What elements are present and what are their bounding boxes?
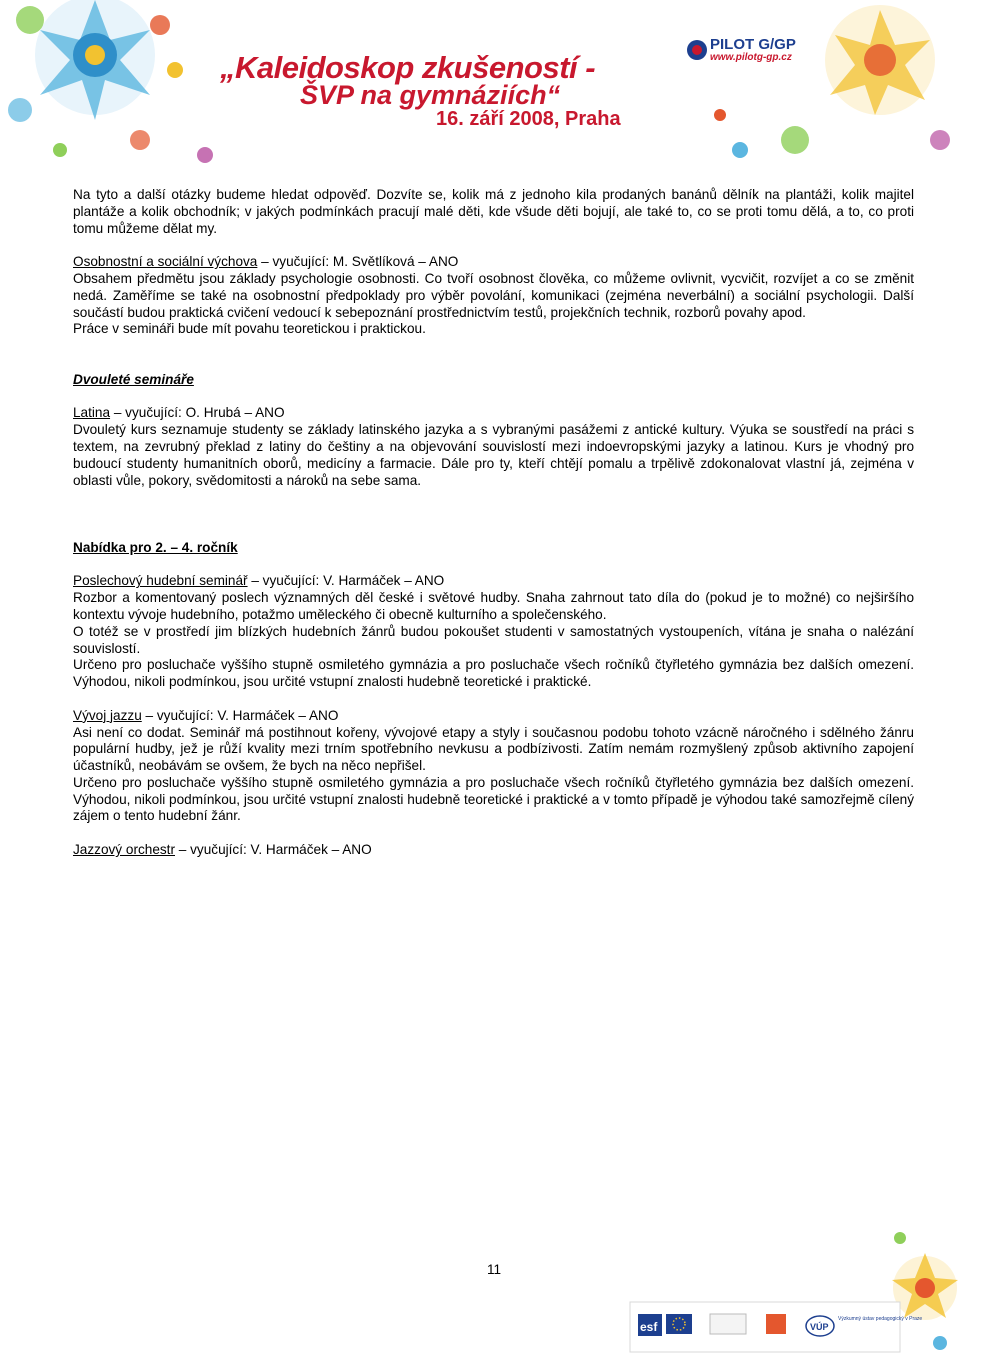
vup-logo-text: VÚP	[810, 1322, 829, 1332]
latina-teacher: – vyučující: O. Hrubá – ANO	[110, 405, 285, 421]
pilot-logo-name: PILOT G/GP	[710, 36, 796, 53]
section-dvoulete-seminare: Dvouleté semináře	[73, 371, 194, 387]
latina-heading	[73, 405, 914, 422]
page-number: 11	[486, 1262, 502, 1277]
pilot-logo-icon	[686, 39, 708, 61]
poslech-description-2: O totéž se v prostředí jim blízkých hudebních žánrů budou pokoušet studenti v samostatných vystoupeních, vítána je snaha o nalézání souvislostí.	[73, 623, 914, 656]
section-nabidka: Nabídka pro 2. – 4. ročník	[73, 539, 238, 555]
footer-logo-strip	[630, 1302, 923, 1352]
osv-description: Obsahem předmětu jsou základy psychologie osobnosti. Co tvoří osobnost člověka, co můžeme ovlivnit, vycvičit, rozvíjet a co se změnit nedá. Zaměříme se také na osobnostní předpoklady pro výběr povolání, komunikaci (zejména neverbální) a sociální psychologii. Další součástí budou praktická cvičení vedoucí k sebepoznání prostřednictvím testů, projekčních technik, rozborů povahy apod.	[73, 270, 914, 320]
esf-logo-text: esf	[640, 1320, 658, 1334]
event-date-place: 16. září 2008, Praha	[436, 108, 621, 130]
event-title-line2: ŠVP na gymnáziích“	[300, 80, 561, 110]
poslech-title: Poslechový hudební seminář	[73, 573, 248, 589]
kaleidoscope-ornament-left	[8, 0, 213, 163]
jazz-description-1: Asi není co dodat. Seminář má postihnout kořeny, vývojové etapy a styly i současnou podobu tohoto vzácně náročného i sdělného žánru populární hudby, jež je růží kvality mezi trním spotřebního nevkusu a podbízivosti. Zatím nemám rozmyšlený způsob aktivního zapojení účastníků, neobávám se ovšem, že bych na něco nepřišel.	[73, 724, 914, 774]
page-header	[0, 0, 960, 180]
poslech-heading	[73, 573, 914, 590]
osv-title: Osobnostní a sociální výchova	[73, 254, 258, 270]
poslech-teacher: – vyučující: V. Harmáček – ANO	[247, 573, 445, 589]
vup-logo-caption: Výzkumný ústav pedagogický v Praze	[838, 1316, 923, 1322]
jazz-title: Vývoj jazzu	[73, 707, 142, 723]
orchestr-title: Jazzový orchestr	[73, 842, 175, 858]
jazz-heading	[73, 708, 914, 725]
osv-description-2: Práce v semináři bude mít povahu teoretickou i praktickou.	[73, 321, 426, 337]
orchestr-teacher: – vyučující: V. Harmáček – ANO	[175, 842, 372, 858]
prague-logo	[766, 1314, 786, 1334]
footer-logos	[630, 1302, 923, 1352]
event-title-line1: „Kaleidoskop zkušeností -	[220, 50, 596, 85]
intro-paragraph: Na tyto a další otázky budeme hledat odpověď. Dozvíte se, kolik má z jednoho kila prodaných banánů dělník na plantáži, kolik majitel plantáže a kolik obchodník; v jakých podmínkách pracují malé děti, kde všude děti bojují, ale také to, co se proti tomu dělá, a to, co proti tomu můžeme dělat my.	[73, 187, 914, 236]
orchestr-heading	[73, 842, 914, 859]
esf-logo	[638, 1314, 662, 1336]
latina-title: Latina	[73, 405, 111, 421]
eu-flag-logo	[666, 1314, 692, 1334]
jazz-teacher: – vyučující: V. Harmáček – ANO	[141, 707, 339, 723]
latina-description: Dvouletý kurs seznamuje studenty se základy latinského jazyka a s vybranými pasážemi z antické kultury. Výuka se soustředí na práci s textem, na zevrubný překlad z latiny do češtiny a na objevování souvislostí mezi indoevropskými jazyky a latinou. Kurs je vhodný pro budoucí studenty humanitních oborů, medicíny a farmacie. Dále pro ty, kteří chtějí pomalu a trpělivě zdokonalovat vlastní já, zejména v oblasti vůle, pokory, svědomitosti a nároků na sebe sama.	[73, 422, 914, 488]
osv-teacher: – vyučující: M. Světlíková – ANO	[257, 254, 459, 270]
msmt-logo	[710, 1314, 746, 1334]
poslech-description-1: Rozbor a komentovaný poslech významných děl české i světové hudby. Snaha zahrnout tato díla do (pokud je to možné) co nejširšího kontextu vývoje hudebního, potažmo uměleckého či obecně kulturního a společenského.	[73, 590, 914, 622]
poslech-description-3: Určeno pro posluchače vyššího stupně osmiletého gymnázia a pro posluchače všech ročníků čtyřletého gymnázia bez dalších omezení. Výhodou, nikoli podmínkou, jsou určité vstupní znalosti hudebně teoretické i praktické.	[73, 657, 914, 690]
osv-heading	[73, 254, 914, 271]
pilot-logo-url: www.pilotg-gp.cz	[710, 52, 792, 63]
kaleidoscope-ornament-right	[714, 5, 950, 158]
document-body	[73, 187, 914, 859]
jazz-description-2: Určeno pro posluchače vyššího stupně osmiletého gymnázia a pro posluchače všech ročníků čtyřletého gymnázia bez dalších omezení. Výhodou, nikoli podmínkou, jsou určité vstupní znalosti hudebně teoretické i praktické a v tomto případě je výhodou také samozřejmě cílený zájem o tento hudební žánr.	[73, 774, 914, 824]
